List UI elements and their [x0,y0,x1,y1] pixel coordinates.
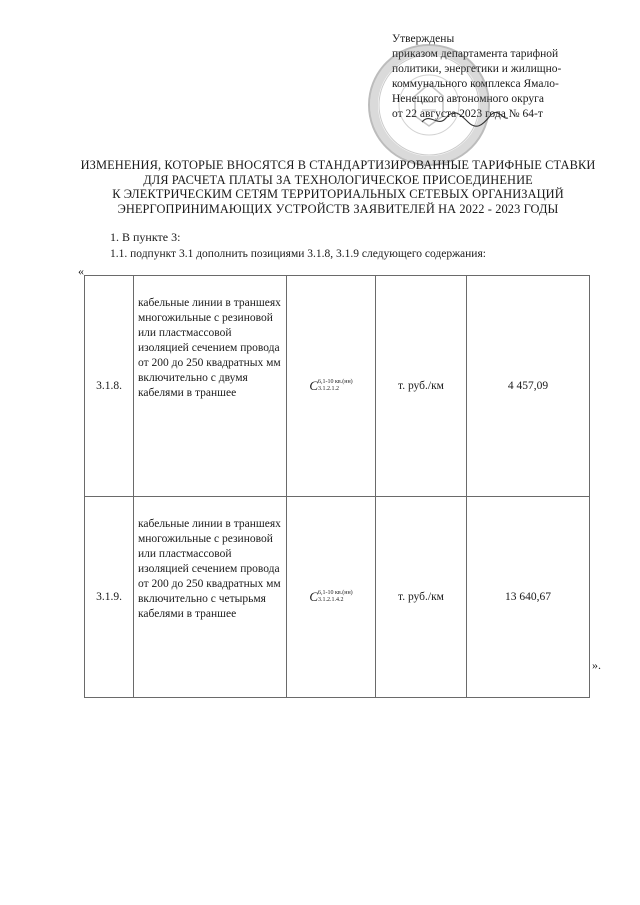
row-description: кабельные линии в траншеях многожильные с резиновой или пластмассовой изоляцией сечением провода от 200 до 250 квадратных мм включительно с четырьмя кабелями в траншее [134,497,287,698]
row-description: кабельные линии в траншеях многожильные с резиновой или пластмассовой изоляцией сечением провода от 200 до 250 квадратных мм включительно с двумя кабелями в траншее [134,276,287,497]
title-line: К ЭЛЕКТРИЧЕСКИМ СЕТЯМ ТЕРРИТОРИАЛЬНЫХ СЕТЕВЫХ ОРГАНИЗАЦИЙ [112,187,564,201]
row-number: 3.1.9. [85,497,134,698]
formula-superscript: 6,1-10 кв.(нн) [318,590,353,596]
formula-superscript: 6,1-10 кв.(нн) [318,379,353,385]
approval-line: от 22 августа 2023 года № 64-т [392,108,543,120]
seal-emblem-icon [370,46,488,164]
official-seal [368,44,490,166]
formula-symbol: C [309,378,318,393]
title-line: ДЛЯ РАСЧЕТА ПЛАТЫ ЗА ТЕХНОЛОГИЧЕСКОЕ ПРИСОЕДИНЕНИЕ [143,172,533,187]
approval-line: Утверждены [392,33,455,45]
approval-line: коммунального комплекса Ямало- [392,78,559,90]
clause-1: 1. В пункте 3: [110,230,181,244]
formula-subscript: 3.1.2.1.2 [318,386,339,392]
formula-symbol: C [309,589,318,604]
opening-quote: « [78,264,84,278]
approval-line: политики, энергетики и жилищно- [392,63,562,75]
title-line: ЭНЕРГОПРИНИМАЮЩИХ УСТРОЙСТВ ЗАЯВИТЕЛЕЙ НА 2022 - 2023 ГОДЫ [117,201,559,216]
row-unit: т. руб./км [376,276,467,497]
row-value: 13 640,67 [467,497,590,698]
approval-line: приказом департамента тарифной [392,48,559,60]
row-formula [287,497,376,698]
formula-subscript: 3.1.2.1.4.2 [318,597,344,603]
title-line: ИЗМЕНЕНИЯ, КОТОРЫЕ ВНОСЯТСЯ В СТАНДАРТИЗИРОВАННЫЕ ТАРИФНЫЕ СТАВКИ [80,158,596,172]
clause-1-1: 1.1. подпункт 3.1 дополнить позициями 3.1.8, 3.1.9 следующего содержания: [110,248,486,260]
signature-icon [420,110,510,130]
closing-quote: ». [592,658,601,672]
rates-table [84,275,590,698]
table-row [85,497,590,698]
row-number: 3.1.8. [85,276,134,497]
row-value: 4 457,09 [467,276,590,497]
approval-line: Ненецкого автономного округа [392,93,544,105]
row-formula [287,276,376,497]
document-title [60,158,616,216]
row-unit: т. руб./км [376,497,467,698]
table-row [85,276,590,497]
